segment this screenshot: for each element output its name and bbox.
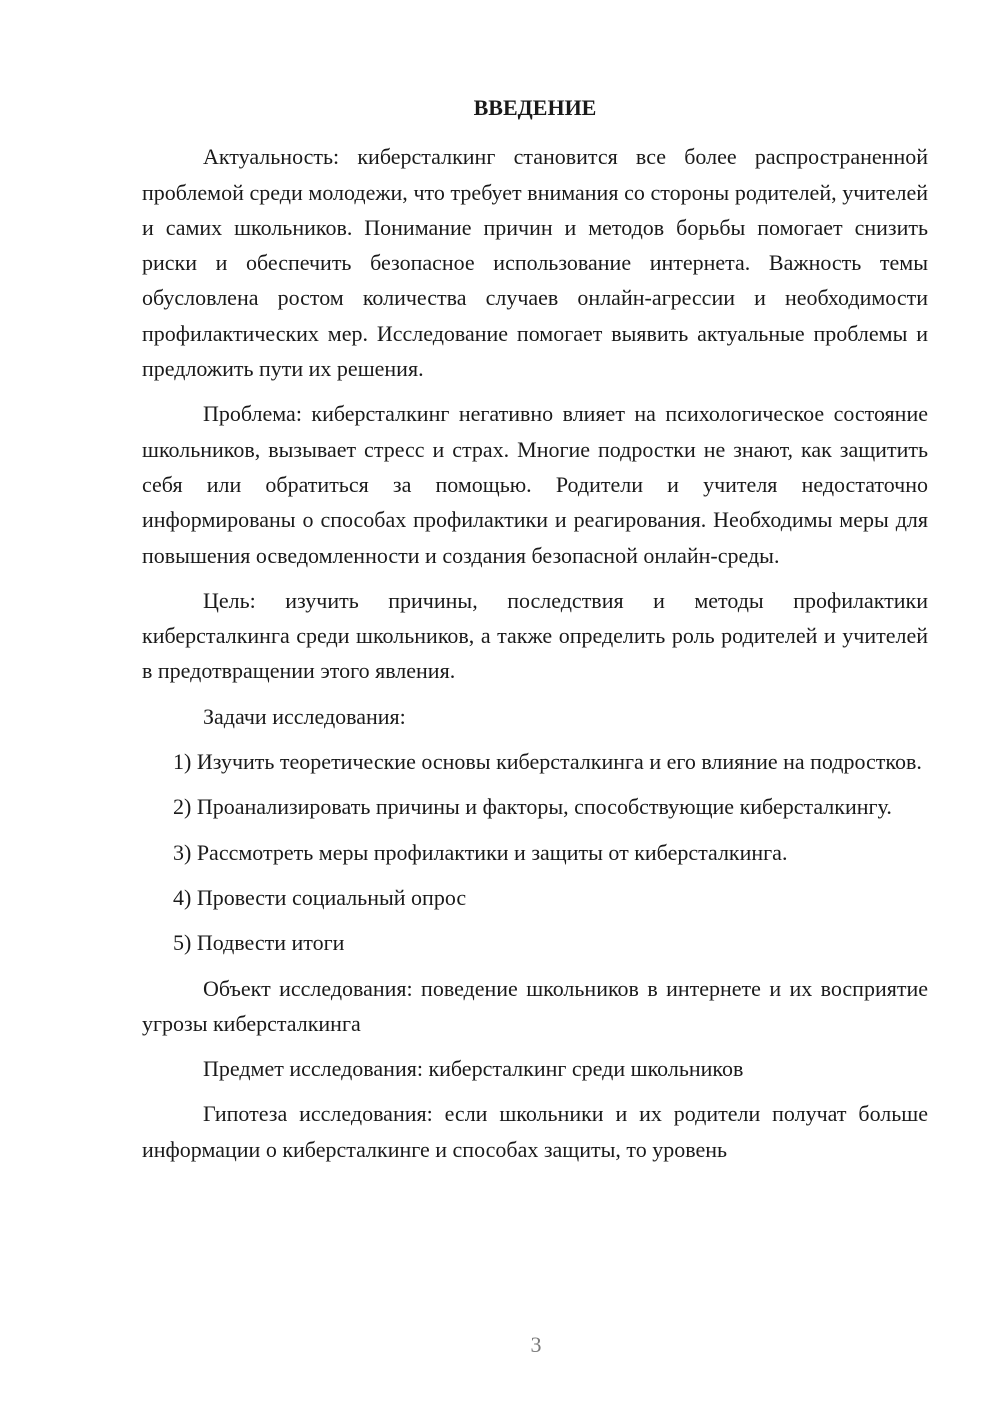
tasks-heading: Задачи исследования: xyxy=(203,703,406,729)
paragraph-object: Объект исследования: поведение школьников в интернете и их восприятие угрозы киберсталкинга xyxy=(142,975,928,1036)
paragraph-goal: Цель: изучить причины, последствия и методы профилактики киберсталкинга среди школьников, а также определить роль родителей и учителей в предотвращении этого явления. xyxy=(142,587,928,684)
paragraph-relevance: Актуальность: киберсталкинг становится все более распространенной проблемой среди молодежи, что требует внимания со стороны родителей, учителей и самих школьников. Понимание причин и методов борьбы помогает снизить риски и обеспечить безопасное использование интернета. Важность темы обусловлена ростом количества случаев онлайн-агрессии и необходимости профилактических мер. Исследование помогает выявить актуальные проблемы и предложить пути их решения. xyxy=(142,144,928,382)
page-number: 3 xyxy=(530,1332,542,1357)
paragraph-problem: Проблема: киберсталкинг негативно влияет на психологическое состояние школьников, вызывает стресс и страх. Многие подростки не знают, как защитить себя или обратиться за помощью. Родители и учителя недостаточно информированы о способах профилактики и реагирования. Необходимы меры для повышения осведомленности и создания безопасной онлайн-среды. xyxy=(142,401,928,568)
task-item-3: 3) Рассмотреть меры профилактики и защиты от киберсталкинга. xyxy=(173,839,788,865)
document-page xyxy=(142,90,928,1177)
task-item-1: 1) Изучить теоретические основы киберсталкинга и его влияние на подростков. xyxy=(173,749,922,775)
task-item-2: 2) Проанализировать причины и факторы, способствующие киберсталкингу. xyxy=(173,794,892,820)
section-title: ВВЕДЕНИЕ xyxy=(473,95,597,120)
task-item-4: 4) Провести социальный опрос xyxy=(173,884,467,910)
task-item-5: 5) Подвести итоги xyxy=(173,930,345,956)
paragraph-subject: Предмет исследования: киберсталкинг среди школьников xyxy=(203,1056,744,1082)
paragraph-hypothesis: Гипотеза исследования: если школьники и их родители получат больше информации о киберсталкинге и способах защиты, то уровень xyxy=(142,1101,928,1162)
